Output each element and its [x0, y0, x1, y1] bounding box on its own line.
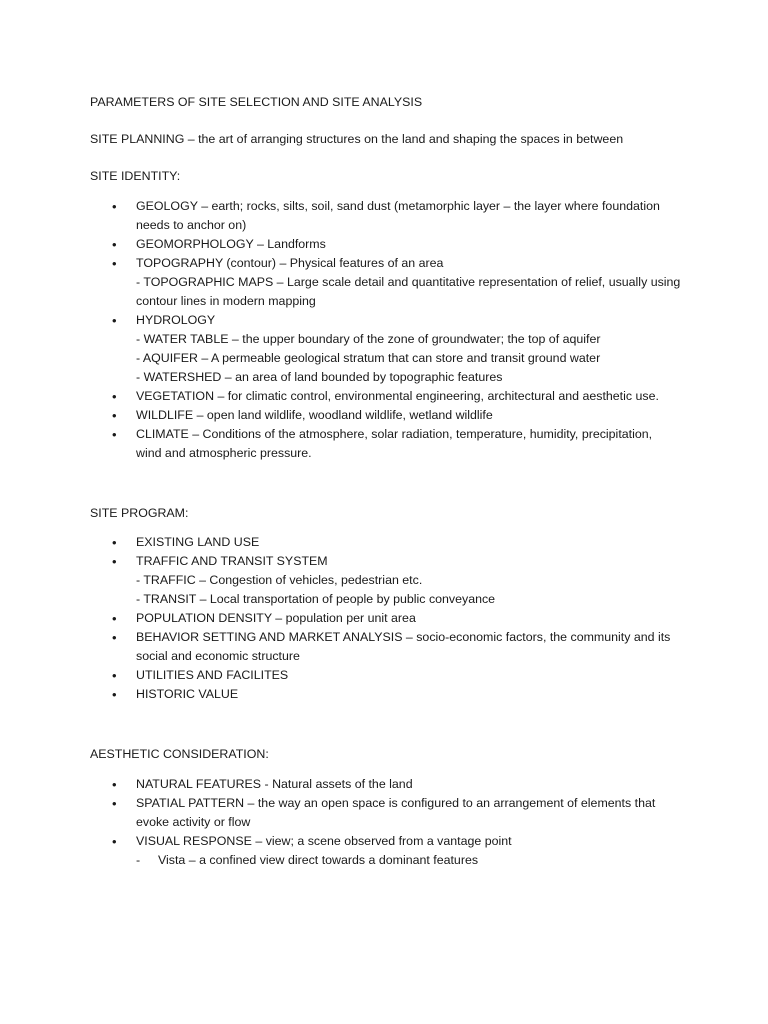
list-item: • WILDLIFE – open land wildlife, woodland wildlife, wetland wildlife — [112, 408, 493, 423]
bullet-icon: • — [112, 554, 117, 569]
list-item: • VISUAL RESPONSE – view; a scene observed from a vantage point - Vista – a confined view direct towards a dominant features — [0, 832, 696, 870]
list-item: • GEOMORPHOLOGY – Landforms — [112, 237, 326, 252]
list-item: • NATURAL FEATURES - Natural assets of the land — [112, 777, 413, 792]
sub-item: - Vista – a confined view direct towards a dominant features — [136, 851, 696, 870]
site-program-list — [0, 533, 768, 704]
list-item: • POPULATION DENSITY – population per unit area — [112, 611, 416, 626]
bullet-icon: • — [112, 630, 117, 645]
document-title: PARAMETERS OF SITE SELECTION AND SITE ANALYSIS — [90, 95, 423, 109]
list-item: • BEHAVIOR SETTING AND MARKET ANALYSIS – socio-economic factors, the community and its social and economic structure — [112, 630, 671, 663]
list-item: • EXISTING LAND USE — [112, 535, 260, 550]
bullet-icon: • — [112, 535, 117, 550]
bullet-icon: • — [112, 199, 117, 214]
aesthetic-heading: AESTHETIC CONSIDERATION: — [90, 747, 269, 761]
bullet-icon: • — [112, 313, 117, 328]
bullet-icon: • — [112, 389, 117, 404]
list-item: • CLIMATE – Conditions of the atmosphere, solar radiation, temperature, humidity, precipitation, wind and atmospheric pressure. — [112, 427, 653, 460]
site-program-heading: SITE PROGRAM: — [90, 506, 189, 520]
list-item: • TOPOGRAPHY (contour) – Physical features of an area - TOPOGRAPHIC MAPS – Large scale detail and quantitative representation of relief, usually using contour lines in modern mapping — [112, 256, 681, 308]
list-item: • HISTORIC VALUE — [112, 687, 239, 702]
list-item: • TRAFFIC AND TRANSIT SYSTEM - TRAFFIC – Congestion of vehicles, pedestrian etc. - TRANSIT – Local transportation of people by public conveyance — [112, 554, 496, 606]
bullet-icon: • — [112, 777, 117, 792]
bullet-icon: • — [112, 237, 117, 252]
bullet-icon: • — [112, 668, 117, 683]
site-identity-heading: SITE IDENTITY: — [90, 169, 181, 183]
list-item: • GEOLOGY – earth; rocks, silts, soil, sand dust (metamorphic layer – the layer where foundation needs to anchor on) — [112, 199, 660, 232]
site-identity-list — [0, 197, 768, 463]
list-item: • UTILITIES AND FACILITES — [112, 668, 289, 683]
bullet-icon: • — [112, 611, 117, 626]
bullet-icon: • — [112, 427, 117, 442]
list-item: • VEGETATION – for climatic control, environmental engineering, architectural and aesthetic use. — [112, 389, 659, 404]
bullet-icon: • — [112, 256, 117, 271]
list-item: • SPATIAL PATTERN – the way an open space is configured to an arrangement of elements that evoke activity or flow — [112, 796, 656, 829]
list-item: • HYDROLOGY - WATER TABLE – the upper boundary of the zone of groundwater; the top of aquifer - AQUIFER – A permeable geological stratum that can store and transit ground water - WATERSHED – an area of land bounded by topographic features — [112, 313, 601, 384]
bullet-icon: • — [112, 687, 117, 702]
bullet-icon: • — [112, 796, 117, 811]
aesthetic-list — [0, 775, 768, 870]
site-planning-definition: SITE PLANNING – the art of arranging structures on the land and shaping the spaces in between — [90, 132, 624, 146]
dash-marker: - — [136, 853, 141, 867]
bullet-icon: • — [112, 408, 117, 423]
bullet-icon: • — [112, 834, 117, 849]
